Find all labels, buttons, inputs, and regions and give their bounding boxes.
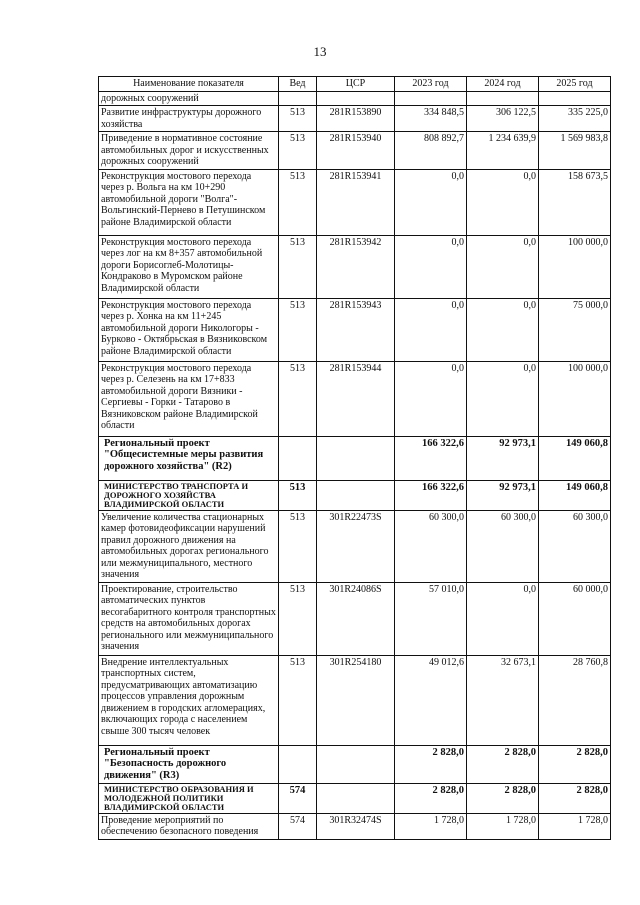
row-2025: 158 673,5 <box>539 169 611 235</box>
table-row <box>99 655 611 745</box>
row-name: Реконструкция мостового перехода через р. Селезень на км 17+833 автомобильной дороги Вязники - Сергиевы - Горки - Татарово в Вязниковском районе Владимирской области <box>99 361 279 436</box>
row-2023: 57 010,0 <box>395 582 467 655</box>
row-ved <box>279 91 317 106</box>
row-2023: 1 728,0 <box>395 813 467 839</box>
row-2024 <box>467 91 539 106</box>
row-2023: 334 848,5 <box>395 106 467 132</box>
row-csr: 281R153943 <box>317 298 395 361</box>
row-2023: 0,0 <box>395 235 467 298</box>
table-row <box>99 436 611 480</box>
header-2025: 2025 год <box>539 77 611 92</box>
row-2025: 2 828,0 <box>539 745 611 783</box>
row-2025: 100 000,0 <box>539 235 611 298</box>
row-2025: 1 728,0 <box>539 813 611 839</box>
row-csr: 281R153940 <box>317 132 395 170</box>
row-csr <box>317 783 395 813</box>
row-ved: 513 <box>279 132 317 170</box>
row-2024: 0,0 <box>467 361 539 436</box>
row-name: Проектирование, строительство автоматических пунктов весогабаритного контроля транспортных средств на автомобильных дорогах регионального или межмуниципального значения <box>99 582 279 655</box>
row-csr: 281R153944 <box>317 361 395 436</box>
row-csr <box>317 480 395 510</box>
row-csr <box>317 91 395 106</box>
row-2024: 0,0 <box>467 298 539 361</box>
row-name: Региональный проект "Безопасность дорожного движения" (R3) <box>99 745 279 783</box>
row-csr: 281R153890 <box>317 106 395 132</box>
row-ved: 574 <box>279 783 317 813</box>
header-2023: 2023 год <box>395 77 467 92</box>
row-csr <box>317 745 395 783</box>
row-2023: 2 828,0 <box>395 745 467 783</box>
table-row <box>99 169 611 235</box>
header-name: Наименование показателя <box>99 77 279 92</box>
row-name: МИНИСТЕРСТВО ОБРАЗОВАНИЯ И МОЛОДЕЖНОЙ ПОЛИТИКИ ВЛАДИМИРСКОЙ ОБЛАСТИ <box>99 783 279 813</box>
page-number: 13 <box>313 44 327 59</box>
row-2023: 60 300,0 <box>395 510 467 582</box>
row-ved: 574 <box>279 813 317 839</box>
table-row <box>99 235 611 298</box>
row-ved: 513 <box>279 169 317 235</box>
row-ved: 513 <box>279 106 317 132</box>
row-2025: 149 060,8 <box>539 480 611 510</box>
row-ved: 513 <box>279 480 317 510</box>
row-2025: 75 000,0 <box>539 298 611 361</box>
row-csr: 301R24086S <box>317 582 395 655</box>
row-name: Реконструкция мостового перехода через р. Вольга на км 10+290 автомобильной дороги "Волга"-Вольгинский-Пернево в Петушинском районе Владимирской области <box>99 169 279 235</box>
row-ved: 513 <box>279 510 317 582</box>
row-name: МИНИСТЕРСТВО ТРАНСПОРТА И ДОРОЖНОГО ХОЗЯЙСТВА ВЛАДИМИРСКОЙ ОБЛАСТИ <box>99 480 279 510</box>
row-2023: 166 322,6 <box>395 480 467 510</box>
row-2023: 808 892,7 <box>395 132 467 170</box>
row-name: Реконструкция мостового перехода через р. Хонка на км 11+245 автомобильной дороги Никологоры - Бурково - Октябрьская в Вязниковском районе Владимирской области <box>99 298 279 361</box>
row-name: Увеличение количества стационарных камер фотовидеофиксации нарушений правил дорожного движения на автомобильных дорогах регионального или межмуниципального, местного значения <box>99 510 279 582</box>
row-ved: 513 <box>279 235 317 298</box>
row-ved: 513 <box>279 298 317 361</box>
row-ved: 513 <box>279 655 317 745</box>
row-2025: 60 000,0 <box>539 582 611 655</box>
row-2025: 2 828,0 <box>539 783 611 813</box>
row-2024: 306 122,5 <box>467 106 539 132</box>
row-2024: 0,0 <box>467 582 539 655</box>
table-header-row <box>99 77 611 92</box>
row-2024: 60 300,0 <box>467 510 539 582</box>
row-name: дорожных сооружений <box>99 91 279 106</box>
row-name: Региональный проект "Общесистемные меры развития дорожного хозяйства" (R2) <box>99 436 279 480</box>
row-2024: 2 828,0 <box>467 783 539 813</box>
row-name: Внедрение интеллектуальных транспортных систем, предусматривающих автоматизацию процессов управления дорожным движением в городских агломерациях, включающих города с населением свыше 300 тысяч человек <box>99 655 279 745</box>
row-2025: 60 300,0 <box>539 510 611 582</box>
row-2024: 0,0 <box>467 169 539 235</box>
row-csr: 281R153942 <box>317 235 395 298</box>
row-2025: 1 569 983,8 <box>539 132 611 170</box>
row-2024: 92 973,1 <box>467 480 539 510</box>
row-2023: 166 322,6 <box>395 436 467 480</box>
row-2025: 100 000,0 <box>539 361 611 436</box>
row-2024: 1 234 639,9 <box>467 132 539 170</box>
row-2025 <box>539 91 611 106</box>
row-ved <box>279 745 317 783</box>
row-csr: 301R254180 <box>317 655 395 745</box>
row-2023: 0,0 <box>395 169 467 235</box>
row-ved <box>279 436 317 480</box>
row-2025: 28 760,8 <box>539 655 611 745</box>
table-row <box>99 813 611 839</box>
row-2023: 49 012,6 <box>395 655 467 745</box>
table-row <box>99 745 611 783</box>
row-ved: 513 <box>279 361 317 436</box>
row-csr <box>317 436 395 480</box>
row-csr: 301R22473S <box>317 510 395 582</box>
row-csr: 301R32474S <box>317 813 395 839</box>
row-csr: 281R153941 <box>317 169 395 235</box>
row-2024: 32 673,1 <box>467 655 539 745</box>
table-row <box>99 106 611 132</box>
row-2023: 0,0 <box>395 361 467 436</box>
table-row <box>99 783 611 813</box>
row-2023 <box>395 91 467 106</box>
row-2024: 0,0 <box>467 235 539 298</box>
row-2024: 2 828,0 <box>467 745 539 783</box>
row-name: Проведение мероприятий по обеспечению безопасного поведения <box>99 813 279 839</box>
table-row <box>99 298 611 361</box>
table-row <box>99 510 611 582</box>
row-2023: 2 828,0 <box>395 783 467 813</box>
table-row <box>99 480 611 510</box>
header-csr: ЦСР <box>317 77 395 92</box>
row-2024: 1 728,0 <box>467 813 539 839</box>
row-name: Развитие инфраструктуры дорожного хозяйства <box>99 106 279 132</box>
table-row <box>99 91 611 106</box>
row-name: Реконструкция мостового перехода через лог на км 8+357 автомобильной дороги Борисоглеб-Молотицы-Кондраково в Муромском районе Владимирской области <box>99 235 279 298</box>
row-2023: 0,0 <box>395 298 467 361</box>
row-name: Приведение в нормативное состояние автомобильных дорог и искусственных дорожных сооружений <box>99 132 279 170</box>
table-row <box>99 361 611 436</box>
table-row <box>99 582 611 655</box>
row-2025: 149 060,8 <box>539 436 611 480</box>
row-2025: 335 225,0 <box>539 106 611 132</box>
row-2024: 92 973,1 <box>467 436 539 480</box>
header-ved: Вед <box>279 77 317 92</box>
header-2024: 2024 год <box>467 77 539 92</box>
budget-table <box>98 76 611 840</box>
table-row <box>99 132 611 170</box>
row-ved: 513 <box>279 582 317 655</box>
